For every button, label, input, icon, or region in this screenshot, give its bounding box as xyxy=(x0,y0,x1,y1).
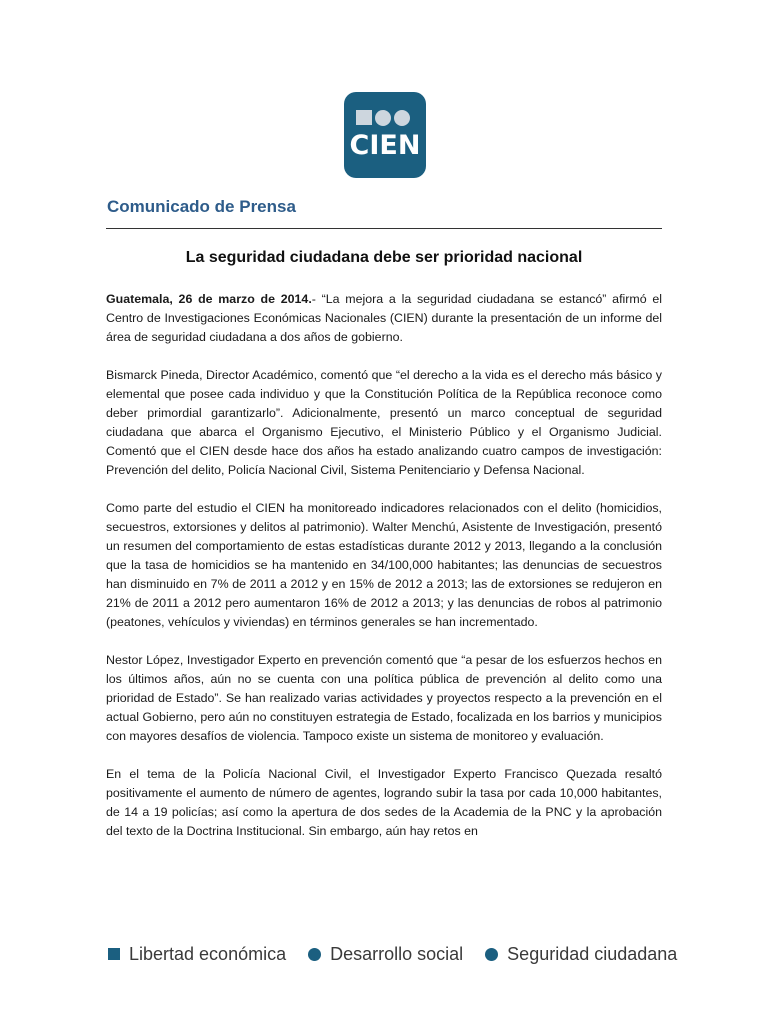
document-title: La seguridad ciudadana debe ser prioridad nacional xyxy=(185,249,583,266)
paragraph-1-text: - “La mejora a la seguridad ciudadana se estancó” afirmó el Centro de Investigaciones Económicas Nacionales (CIEN) durante la presentación de un informe del área de seguridad ciudadana a dos años de gobierno. xyxy=(106,292,663,344)
footer-item-label: Seguridad ciudadana xyxy=(507,943,678,964)
header-divider xyxy=(106,228,662,229)
footer-item-desarrollo xyxy=(308,944,463,965)
logo-circle-shape xyxy=(394,110,410,126)
cien-logo xyxy=(344,92,426,178)
footer-pillars xyxy=(108,940,678,968)
footer-item-label: Desarrollo social xyxy=(330,943,464,964)
footer-item-label: Libertad económica xyxy=(129,943,287,964)
paragraph-3: Como parte del estudio el CIEN ha monitoreado indicadores relacionados con el delito (homicidios, secuestros, extorsiones y delitos al patrimonio). Walter Menchú, Asistente de Investigación, presentó un resumen del comportamiento de estas estadísticas durante 2012 y 2013, llegando a la conclusión que la tasa de homicidios se ha mantenido en 34/100,000 habitantes; las denuncias de secuestros han disminuido en 7% de 2011 a 2012 y en 15% de 2012 a 2013; las de extorsiones se redujeron en 21% de 2011 a 2012 pero aumentaron 16% de 2012 a 2013; y las denuncias de robos al patrimonio (peatones, vehículos y viviendas) en términos generales se han incrementado. xyxy=(106,501,662,629)
dateline: Guatemala, 26 de marzo de 2014. xyxy=(106,292,312,306)
square-bullet-icon xyxy=(108,948,120,960)
circle-bullet-icon xyxy=(308,948,321,961)
circle-bullet-icon xyxy=(485,948,498,961)
document-body xyxy=(106,290,662,860)
footer-item-libertad xyxy=(108,944,286,965)
paragraph-1 xyxy=(106,290,662,347)
logo-circle-shape xyxy=(375,110,391,126)
press-release-heading: Comunicado de Prensa xyxy=(107,197,296,216)
footer-item-seguridad xyxy=(485,944,677,965)
logo-text: CIEN xyxy=(349,130,421,161)
logo-square-shape xyxy=(356,110,372,125)
paragraph-4: Nestor López, Investigador Experto en prevención comentó que “a pesar de los esfuerzos hechos en los últimos años, aún no se cuenta con una política pública de prevención al delito como una prioridad de Estado”. Se han realizado varias actividades y proyectos respecto a la prevención en el actual Gobierno, pero aún no constituyen estrategia de Estado, focalizada en los barrios y municipios con mayores desafíos de violencia. Tampoco existe un sistema de monitoreo y evaluación. xyxy=(106,653,662,743)
paragraph-2: Bismarck Pineda, Director Académico, comentó que “el derecho a la vida es el derecho más básico y elemental que posee cada individuo y que la Constitución Política de la República reconoce como deber primordial garantizarlo”. Adicionalmente, presentó un marco conceptual de seguridad ciudadana que abarca el Organismo Ejecutivo, el Ministerio Público y el Organismo Judicial. Comentó que el CIEN desde hace dos años ha estado analizando cuatro campos de investigación: Prevención del delito, Policía Nacional Civil, Sistema Penitenciario y Defensa Nacional. xyxy=(106,368,662,477)
paragraph-5: En el tema de la Policía Nacional Civil, el Investigador Experto Francisco Quezada resaltó positivamente el aumento de número de agentes, logrando subir la tasa por cada 10,000 habitantes, de 14 a 19 policías; así como la apertura de dos sedes de la Academia de la PNC y la aprobación del texto de la Doctrina Institucional. Sin embargo, aún hay retos en xyxy=(106,767,662,838)
